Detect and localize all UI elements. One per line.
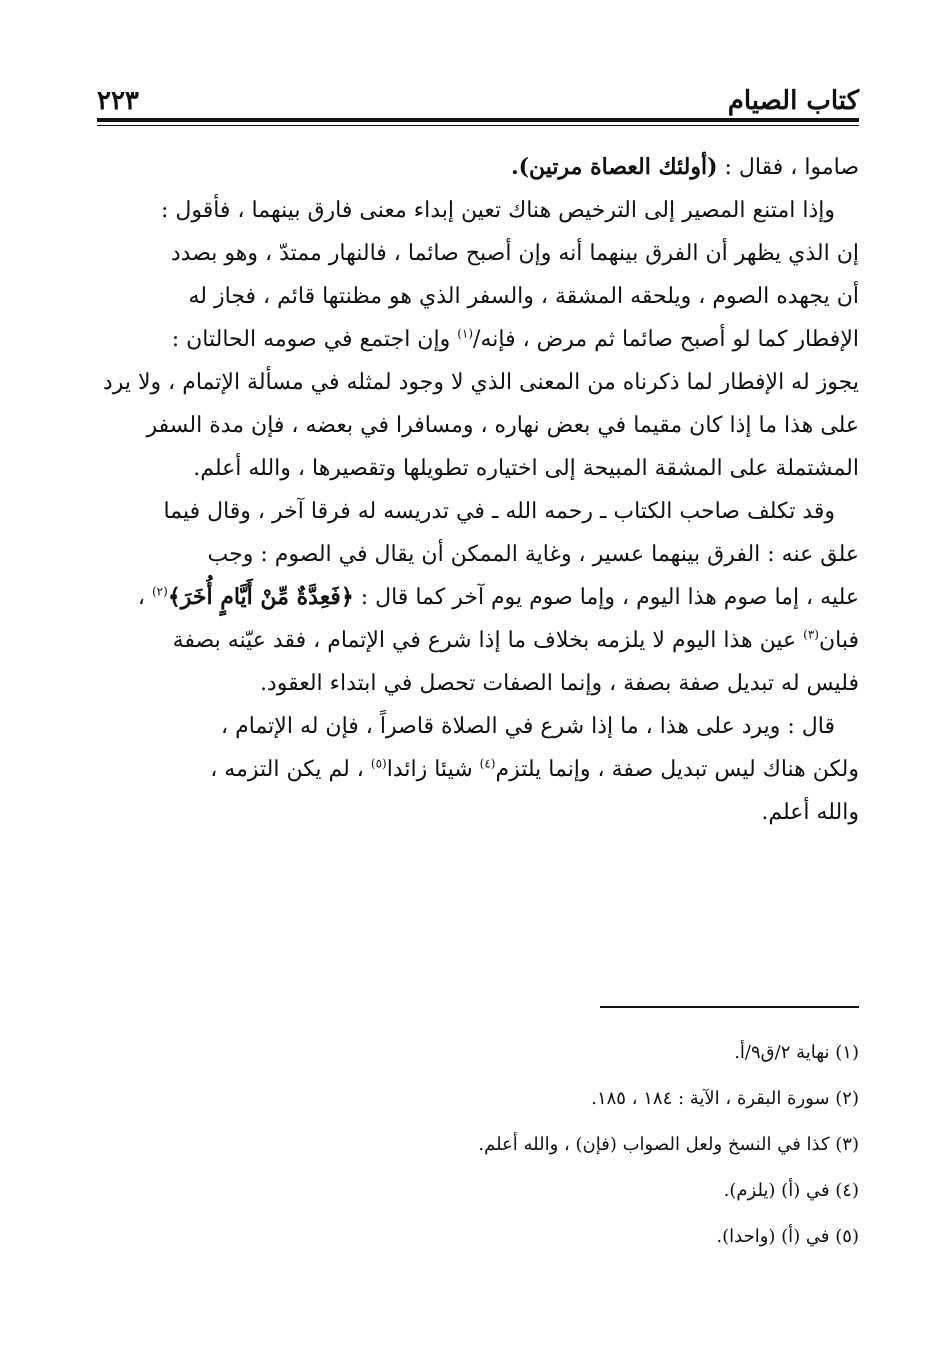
text-line — [97, 361, 859, 404]
footnote-marker: (٢) — [151, 584, 168, 599]
line-text: إن الذي يظهر أن الفرق بينهما أنه وإن أصبح صائما ، فالنهار ممتدّ ، وهو بصدد — [170, 241, 859, 266]
footnote: (١) نهاية ٢/ق٩/أ. — [734, 1042, 859, 1063]
line-text: وقد تكلف صاحب الكتاب ـ رحمه الله ـ في تدريسه له فرقا آخر ، وقال فيما — [163, 499, 835, 524]
line-text-cont: شيئا زائدا — [386, 757, 480, 782]
footnote: (٢) سورة البقرة ، الآية : ١٨٤ ، ١٨٥. — [591, 1088, 859, 1109]
text-line — [97, 232, 859, 275]
footnotes — [97, 1030, 859, 1260]
header-rule-thick — [97, 118, 859, 122]
footnote-marker: (١) — [457, 326, 474, 341]
text-line — [97, 189, 859, 232]
header-rule-thin — [97, 125, 859, 126]
line-text: فليس له تبديل صفة بصفة ، وإنما الصفات تحصل في ابتداء العقود. — [259, 671, 859, 696]
line-text: على هذا ما إذا كان مقيما في بعض نهاره ، ومسافرا في بعضه ، فإن مدة السفر — [146, 413, 859, 438]
line-text: يجوز له الإفطار لما ذكرناه من المعنى الذي لا وجود لمثله في مسألة الإتمام ، ولا يرد — [102, 370, 859, 395]
line-text-cont: عين هذا اليوم لا يلزمه بخلاف ما إذا شرع في الإتمام ، فقد عيّنه بصفة — [172, 628, 804, 653]
footnote-marker: (٣) — [803, 627, 819, 642]
page-number: ٢٢٣ — [97, 86, 139, 116]
quoted-text: ﴿فَعِدَّةٌ مِّنْ أَيَّامٍ أُخَرَ﴾ — [167, 584, 354, 610]
line-text: وإذا امتنع المصير إلى الترخيص هناك تعين إبداء معنى فارق بينهما ، فأقول : — [160, 198, 835, 223]
line-text: المشتملة على المشقة المبيحة إلى اختياره تطويلها وتقصيرها ، والله أعلم. — [193, 456, 859, 481]
text-line — [97, 318, 859, 361]
text-line — [97, 705, 859, 748]
text-line — [97, 404, 859, 447]
footnote: (٤) في (أ) (يلزم). — [723, 1180, 859, 1201]
text-line — [97, 447, 859, 490]
line-text-cont: ، لم يكن التزمه ، — [210, 757, 371, 782]
text-line — [97, 791, 859, 834]
footnote: (٣) كذا في النسخ ولعل الصواب (فإن) ، والله أعلم. — [478, 1134, 859, 1155]
page-header — [97, 70, 859, 114]
text-line — [97, 533, 859, 576]
text-line — [97, 146, 859, 189]
line-text: علق عنه : الفرق بينهما عسير ، وغاية الممكن أن يقال في الصوم : وجب — [207, 542, 859, 567]
text-line — [97, 576, 859, 619]
line-text: الإفطار كما لو أصبح صائما ثم مرض ، فإنه/ — [473, 327, 859, 352]
text-line — [97, 619, 859, 662]
footnote-separator — [600, 1006, 859, 1008]
text-line — [97, 748, 859, 791]
line-text: صاموا ، فقال : — [717, 155, 859, 180]
text-line — [97, 275, 859, 318]
line-text: عليه ، إما صوم هذا اليوم ، وإما صوم يوم آخر كما قال : — [353, 585, 859, 610]
body-text — [97, 146, 859, 834]
line-text-cont: ، — [137, 585, 152, 610]
line-text: ولكن هناك ليس تبديل صفة ، وإنما يلتزم — [495, 757, 859, 782]
line-text: قال : ويرد على هذا ، ما إذا شرع في الصلاة قاصراً ، فإن له الإتمام ، — [221, 714, 835, 739]
line-text: فبان — [818, 628, 859, 653]
line-text-cont: وإن اجتمع في صومه الحالتان : — [171, 327, 458, 352]
line-text: والله أعلم. — [761, 800, 859, 825]
footnote-marker: (٤) — [479, 756, 496, 771]
line-text: أن يجهده الصوم ، ويلحقه المشقة ، والسفر الذي هو مظنتها قائم ، فجاز له — [188, 284, 859, 309]
footnote: (٥) في (أ) (واحدا). — [716, 1226, 859, 1247]
running-title: كتاب الصيام — [727, 86, 859, 116]
quoted-text: (أولئك العصاة مرتين). — [510, 154, 718, 180]
footnote-marker: (٥) — [370, 756, 387, 771]
text-line — [97, 490, 859, 533]
text-line — [97, 662, 859, 705]
